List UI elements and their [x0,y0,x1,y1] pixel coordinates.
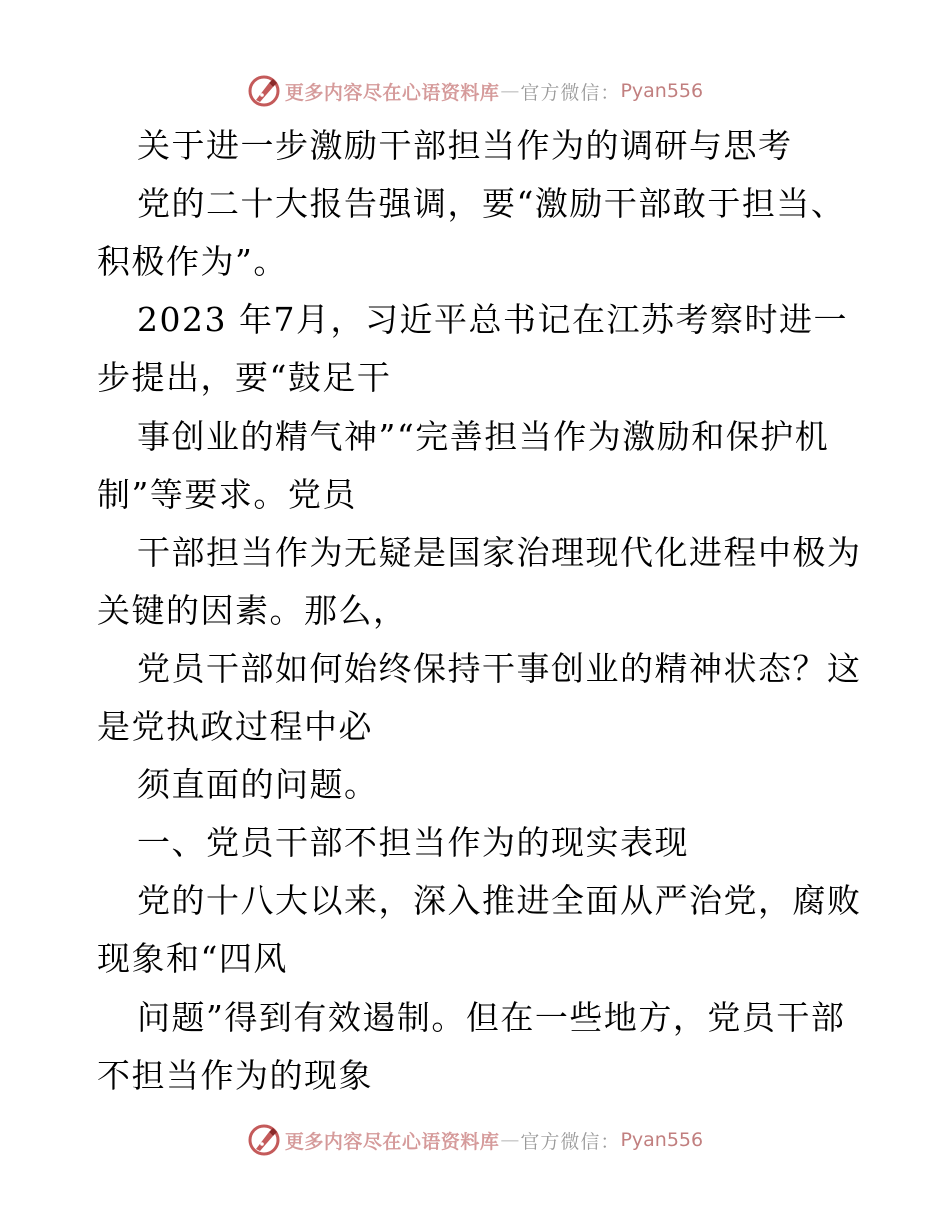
paragraph-line: 2023 年7月，习近平总书记在江苏考察时进一 [137,300,848,339]
watermark-brand: 更多内容尽在心语资料库 [284,1130,500,1153]
watermark-official: 官方微信： [520,1130,621,1153]
section-heading: 一、党员干部不担当作为的现实表现 [137,823,689,862]
paragraph-line: 制”等要求。党员 [97,475,357,514]
watermark-wechat-id: Pyan556 [620,1129,704,1151]
paragraph-line: 党的十八大以来，深入推进全面从严治党，腐败 [137,881,862,920]
paragraph-line: 党的二十大报告强调，要“激励干部敢于担当、 [137,184,846,223]
pen-nib-logo-icon [247,1123,281,1157]
paragraph-line: 现象和“四风 [97,939,288,978]
watermark-separator: — [500,80,520,102]
watermark-brand: 更多内容尽在心语资料库 [284,81,500,104]
paragraph-line: 积极作为”。 [97,242,288,281]
footer-watermark [0,1118,950,1162]
paragraph-line: 党员干部如何始终保持干事创业的精神状态？这 [137,649,862,688]
pen-nib-logo-icon [247,74,281,108]
watermark-separator: — [500,1129,520,1151]
paragraph-line: 不担当作为的现象 [97,1056,373,1095]
paragraph-line: 关键的因素。那么， [97,591,408,630]
paragraph-line: 问题”得到有效遏制。但在一些地方，党员干部 [137,998,846,1037]
document-title: 关于进一步激励干部担当作为的调研与思考 [137,126,793,165]
paragraph-line: 须直面的问题。 [137,765,379,804]
header-watermark [0,69,950,113]
paragraph-line: 是党执政过程中必 [97,707,373,746]
paragraph-line: 事创业的精气神”“完善担当作为激励和保护机 [137,417,830,456]
watermark-wechat-id: Pyan556 [620,80,704,102]
paragraph-line: 步提出，要“鼓足干 [97,358,392,397]
paragraph-line: 干部担当作为无疑是国家治理现代化进程中极为 [137,533,862,572]
watermark-official: 官方微信： [520,81,621,104]
